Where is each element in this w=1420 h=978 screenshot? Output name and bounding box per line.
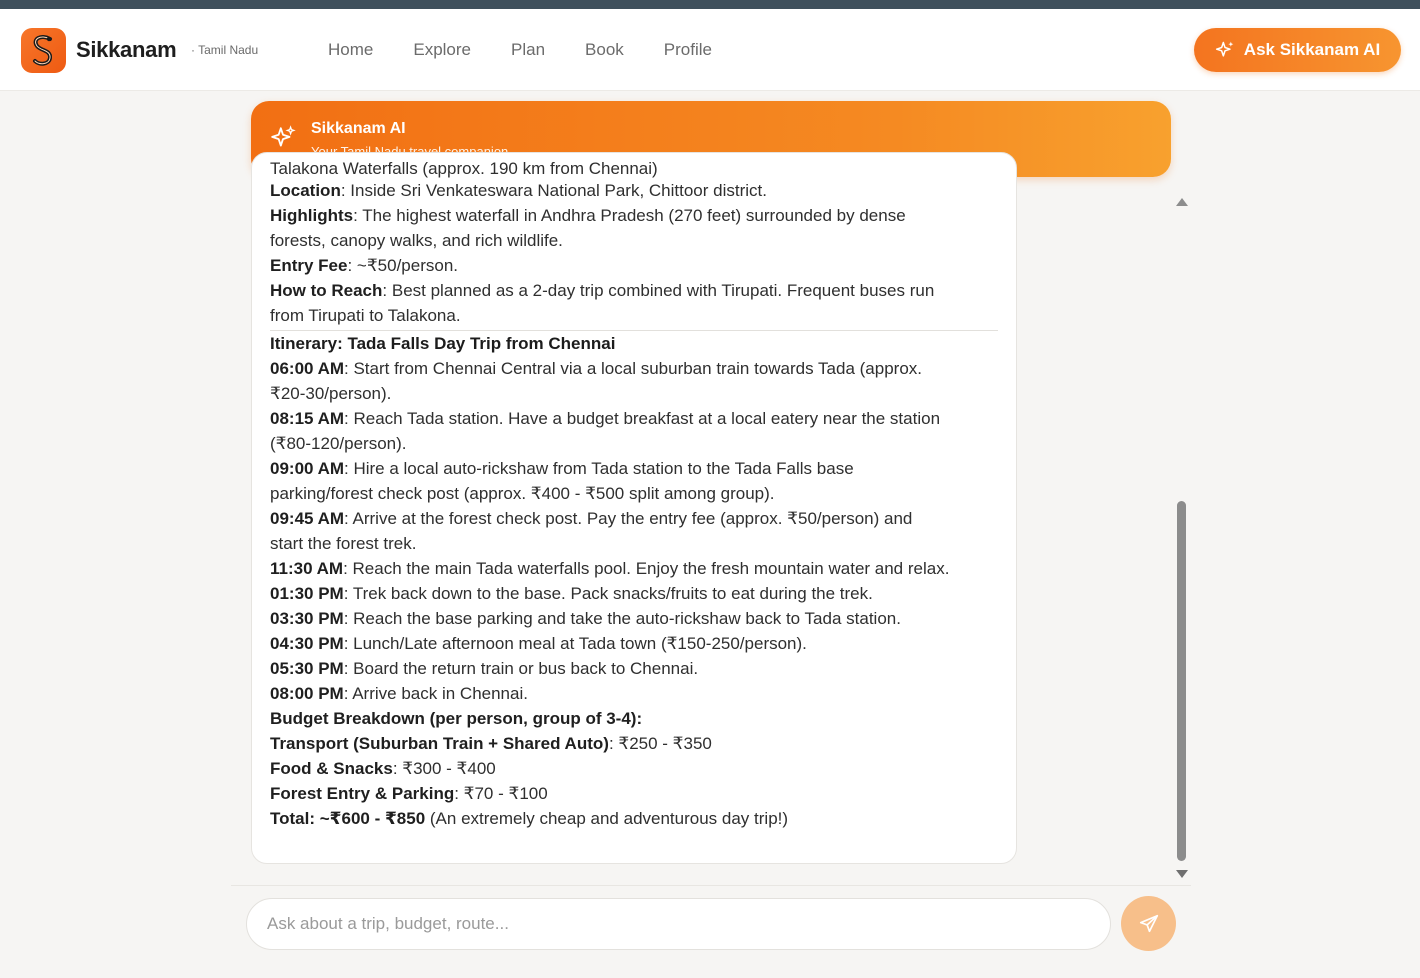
brand-name[interactable]: Sikkanam: [76, 37, 177, 62]
itinerary-item: 09:45 AM: Arrive at the forest check post. Pay the entry fee (approx. ₹50/person) and: [270, 509, 913, 528]
ask-ai-button[interactable]: [1194, 28, 1401, 72]
message-line: Entry Fee: ~₹50/person.: [270, 256, 459, 275]
itinerary-item: 11:30 AM: Reach the main Tada waterfalls pool. Enjoy the fresh mountain water and relax.: [270, 559, 950, 578]
send-button[interactable]: [1121, 896, 1176, 951]
budget-item: Food & Snacks: ₹300 - ₹400: [270, 759, 496, 778]
message-line: Highlights: The highest waterfall in Andhra Pradesh (270 feet) surrounded by dense: [270, 206, 906, 225]
nav-explore[interactable]: Explore: [413, 40, 471, 59]
top-navbar: [0, 9, 1420, 91]
itinerary-item-cont: (₹80-120/person).: [270, 434, 407, 453]
message-line: How to Reach: Best planned as a 2-day trip combined with Tirupati. Frequent buses run: [270, 281, 935, 300]
assistant-title: Sikkanam AI: [311, 120, 406, 137]
message-input[interactable]: [267, 899, 1087, 949]
window-top-strip: [0, 0, 1420, 9]
itinerary-item-cont: start the forest trek.: [270, 534, 417, 553]
message-line: from Tirupati to Talakona.: [270, 306, 461, 325]
chat-scrollbar[interactable]: [1172, 192, 1191, 882]
itinerary-item-cont: ₹20-30/person).: [270, 384, 392, 403]
itinerary-item: 03:30 PM: Reach the base parking and take the auto-rickshaw back to Tada station.: [270, 609, 901, 628]
region-label: · Tamil Nadu: [191, 43, 259, 57]
nav-plan[interactable]: Plan: [511, 40, 546, 59]
scroll-down-arrow-icon[interactable]: [1176, 870, 1188, 878]
nav-home[interactable]: Home: [328, 40, 374, 59]
scrollbar-thumb[interactable]: [1177, 501, 1186, 861]
budget-item: Forest Entry & Parking: ₹70 - ₹100: [270, 784, 548, 803]
itinerary-item: 01:30 PM: Trek back down to the base. Pack snacks/fruits to eat during the trek.: [270, 584, 873, 603]
nav-profile[interactable]: Profile: [663, 40, 712, 59]
chat-scroll-area[interactable]: [231, 159, 1191, 878]
composer-divider: [231, 885, 1191, 886]
itinerary-item: 08:15 AM: Reach Tada station. Have a budget breakfast at a local eatery near the station: [270, 409, 941, 428]
itinerary-item: 06:00 AM: Start from Chennai Central via a local suburban train towards Tada (approx.: [270, 359, 922, 378]
itinerary-heading: Itinerary: Tada Falls Day Trip from Chennai: [270, 334, 616, 353]
itinerary-item-cont: parking/forest check post (approx. ₹400 - ₹500 split among group).: [270, 484, 775, 503]
ask-ai-label: Ask Sikkanam AI: [1243, 40, 1381, 59]
message-line: Talakona Waterfalls (approx. 190 km from Chennai): [270, 159, 658, 178]
message-input-container: [246, 898, 1111, 950]
budget-item: Transport (Suburban Train + Shared Auto): ₹250 - ₹350: [270, 734, 712, 753]
itinerary-item: 09:00 AM: Hire a local auto-rickshaw from Tada station to the Tada Falls base: [270, 459, 854, 478]
itinerary-item: 05:30 PM: Board the return train or bus back to Chennai.: [270, 659, 699, 678]
main-nav: [328, 40, 752, 60]
message-line: Location: Inside Sri Venkateswara National Park, Chittoor district.: [270, 181, 767, 200]
scroll-up-arrow-icon[interactable]: [1176, 198, 1188, 206]
itinerary-item: 08:00 PM: Arrive back in Chennai.: [270, 684, 528, 703]
paper-plane-icon: [1138, 913, 1160, 935]
itinerary-item: 04:30 PM: Lunch/Late afternoon meal at Tada town (₹150-250/person).: [270, 634, 807, 653]
message-line: forests, canopy walks, and rich wildlife.: [270, 231, 563, 250]
brand-logo-icon[interactable]: [21, 28, 66, 73]
assistant-message: [251, 152, 1017, 864]
sparkle-icon: [270, 125, 296, 151]
nav-book[interactable]: Book: [585, 40, 624, 59]
budget-total: Total: ~₹600 - ₹850 (An extremely cheap and adventurous day trip!): [270, 809, 789, 828]
sparkle-icon: [1215, 40, 1235, 60]
budget-heading: Budget Breakdown (per person, group of 3-4):: [270, 709, 643, 728]
